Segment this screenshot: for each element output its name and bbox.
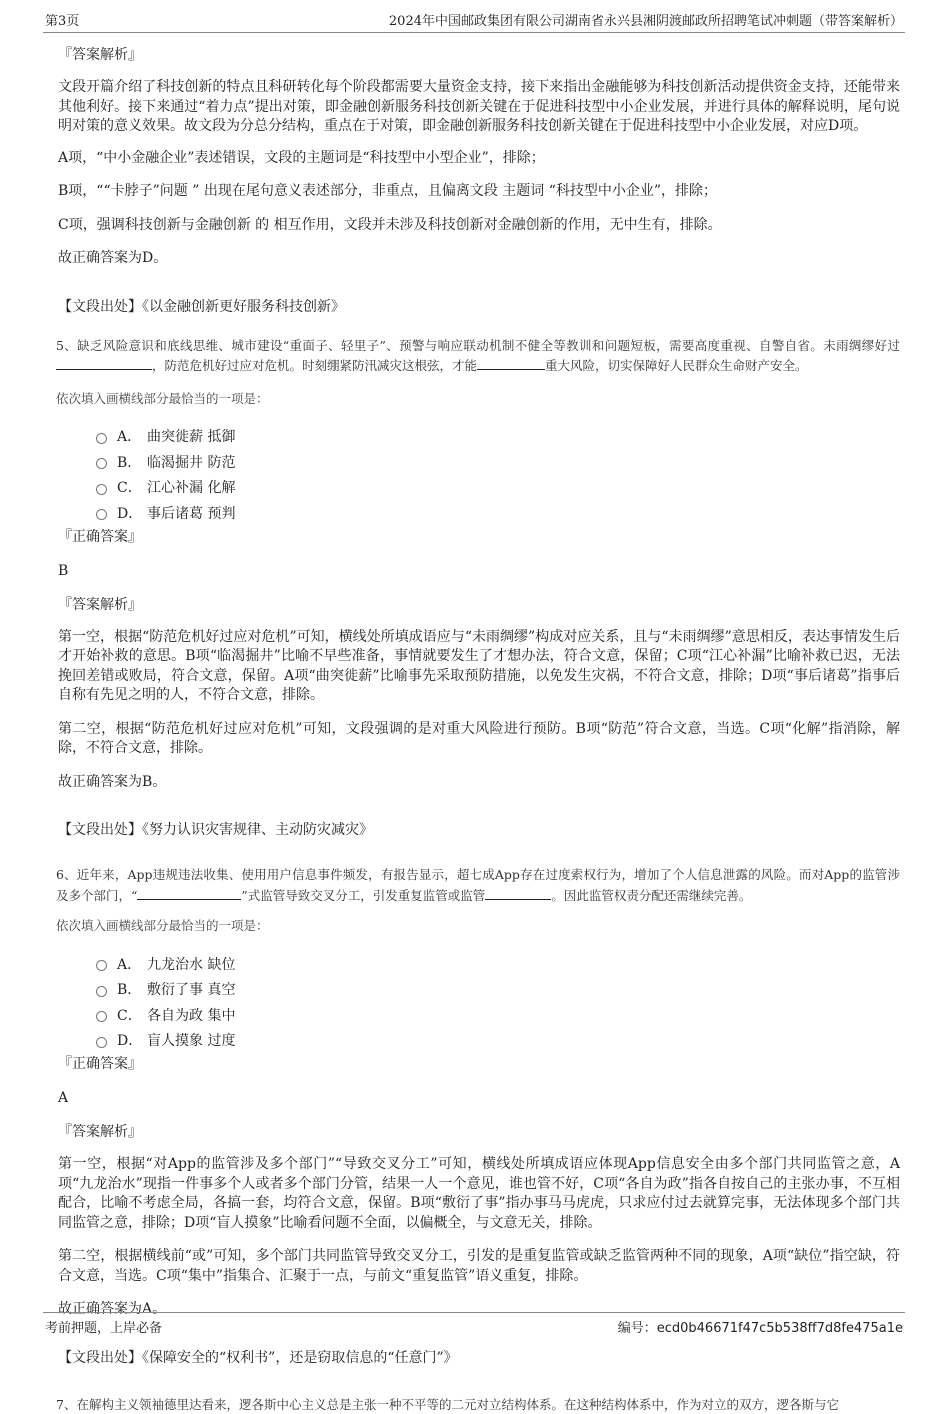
- q5-correct-answer: B: [58, 562, 900, 580]
- q5-blank-1: [56, 355, 152, 370]
- option-text: 各自为政 集中: [147, 1005, 235, 1025]
- option-text: 敷衍了事 真空: [147, 979, 235, 999]
- q6-options: [96, 951, 900, 1053]
- q5-analysis-paragraph-2: 第二空，根据“防范危机好过应对危机”可知，文段强调的是对重大风险进行预防。B项“防范”符合文意，当选。C项“化解”指消除，解除，不符合文意，排除。: [58, 720, 900, 759]
- page-footer: [43, 1312, 905, 1337]
- q6-question-text: [56, 866, 900, 905]
- q6-analysis-paragraph-2: 第二空，根据横线前“或”可知，多个部门共同监管导致交叉分工，引发的是重复监管或缺乏监管两种不同的现象，A项“缺位”指空缺，符合文意，当选。C项“集中”指集合、汇聚于一点，与前文“重复监管”语义重复，排除。: [58, 1247, 900, 1286]
- radio-icon[interactable]: [96, 1037, 107, 1048]
- option-text: 事后诸葛 预判: [147, 503, 235, 523]
- q6-correct-answer: A: [58, 1089, 900, 1107]
- q4-analysis-paragraph-3: B项，““卡脖子”问题 ” 出现在尾句意义表述部分，非重点，且偏离文段 主题词 “科技型中小企业”，排除；: [58, 182, 900, 202]
- page-header: [43, 8, 905, 33]
- radio-icon[interactable]: [96, 960, 107, 971]
- q6-prompt: 依次填入画横线部分最恰当的一项是：: [56, 917, 900, 935]
- q5-text-part-1: 5、缺乏风险意识和底线思维、城市建设“重面子、轻里子”、预警与响应联动机制不健全等教训和问题短板，需要高度重视、自警自省。未雨绸缪好过: [56, 338, 900, 353]
- q5-prompt: 依次填入画横线部分最恰当的一项是：: [56, 390, 900, 408]
- q6-text-part-2: ”式监管导致交叉分工，引发重复监管或监管: [241, 888, 485, 903]
- q5-analysis-paragraph-1: 第一空，根据“防范危机好过应对危机”可知，横线处所填成语应与“未雨绸缪”构成对应关系，且与“未雨绸缪”意思相反，表达事情发生后才开始补救的意思。B项“临渴掘井”比喻不早些准备，事情就要发生了才想办法，符合文意，保留；C项“江心补漏”比喻补救已迟，无法挽回差错或败局，符合文意，保留。A项“曲突徙薪”比喻事先采取预防措施，以免发生灾祸，不符合文意，排除；D项“事后诸葛”指事后自称有先见之明的人，不符合文意，排除。: [58, 628, 900, 706]
- q5-text-part-3: 重大风险，切实保障好人民群众生命财产安全。: [545, 358, 808, 373]
- option-letter: B．: [117, 452, 147, 472]
- option-text: 曲突徙薪 抵御: [147, 426, 235, 446]
- q5-analysis-paragraph-3: 故正确答案为B。: [58, 773, 900, 793]
- code-value: ecd0b46671f47c5b538ff7d8fe475a1e: [657, 1321, 903, 1336]
- q6-correct-label: 『正确答案』: [58, 1053, 900, 1075]
- q6-option-d[interactable]: [96, 1028, 900, 1054]
- q6-analysis-label: 『答案解析』: [58, 1121, 900, 1143]
- q6-analysis-paragraph-1: 第一空，根据“对App的监管涉及多个部门”“导致交叉分工”可知，横线处所填成语应体现App信息安全由多个部门共同监管之意，A项“九龙治水”现指一件事多个人或者多个部门分管，结果一人一个意见，谁也管不好，C项“各自为政”指各自按自己的主张办事，不互相配合，比喻不考虑全局，各搞一套，均符合文意，保留。B项“敷衍了事”指办事马马虎虎，只求应付过去就算完事，无法体现多个部门共同监管之意，排除；D项“盲人摸象”比喻看问题不全面，以偏概全，与文意无关，排除。: [58, 1155, 900, 1233]
- option-letter: D．: [117, 1030, 147, 1050]
- option-letter: A．: [117, 954, 147, 974]
- q4-analysis-paragraph-1: 文段开篇介绍了科技创新的特点且科研转化每个阶段都需要大量资金支持，接下来指出金融能够为科技创新活动提供资金支持，还能带来其他利好。接下来通过“着力点”提出对策，即金融创新服务科技创新关键在于促进科技型中小企业发展，并进行具体的解释说明，尾句说明对策的意义效果。故文段为分总分结构，重点在于对策，即金融创新服务科技创新关键在于促进科技型中小企业发展，对应D项。: [58, 78, 900, 137]
- document-title: 2024年中国邮政集团有限公司湖南省永兴县湘阴渡邮政所招聘笔试冲刺题（带答案解析）: [389, 10, 903, 29]
- radio-icon[interactable]: [96, 433, 107, 444]
- q6-blank-1: [137, 885, 241, 900]
- q5-option-a[interactable]: [96, 424, 900, 450]
- q5-text-part-2: ，防范危机好过应对危机。时刻绷紧防汛减灾这根弦，才能: [152, 358, 477, 373]
- page-number: 第3页: [45, 10, 79, 29]
- q5-option-c[interactable]: [96, 475, 900, 501]
- code-label: 编号：: [618, 1321, 657, 1336]
- q6-option-a[interactable]: [96, 951, 900, 977]
- radio-icon[interactable]: [96, 484, 107, 495]
- q6-source: 【文段出处】《保障安全的“权利书”，还是窃取信息的“任意门”》: [58, 1348, 900, 1368]
- q4-analysis-paragraph-4: C项，强调科技创新与金融创新 的 相互作用，文段并未涉及科技创新对金融创新的作用，无中生有，排除。: [58, 216, 900, 236]
- q5-option-b[interactable]: [96, 449, 900, 475]
- option-text: 临渴掘井 防范: [147, 452, 235, 472]
- radio-icon[interactable]: [96, 1011, 107, 1022]
- q6-option-b[interactable]: [96, 977, 900, 1003]
- q6-analysis-paragraph-3: 故正确答案为A。: [58, 1300, 900, 1320]
- q6-text-part-3: 。因此监管权责分配还需继续完善。: [551, 888, 751, 903]
- q6-option-c[interactable]: [96, 1002, 900, 1028]
- q5-blank-2: [477, 355, 545, 370]
- footer-slogan: 考前押题，上岸必备: [45, 1317, 162, 1336]
- q5-question-text: [56, 337, 900, 376]
- option-letter: A．: [117, 426, 147, 446]
- option-letter: C．: [117, 477, 147, 497]
- q5-source: 【文段出处】《努力认识灾害规律、主动防灾减灾》: [58, 820, 900, 840]
- q4-analysis-label: 『答案解析』: [58, 44, 900, 66]
- q6-text-part-1: 6、近年来，App违规违法收集、使用用户信息事件频发，有报告显示，超七成App存在过度索权行为，增加了个人信息泄露的风险。而对App的监管涉及多个部门，“: [56, 867, 900, 903]
- q5-correct-label: 『正确答案』: [58, 526, 900, 548]
- page-content: [56, 44, 900, 1414]
- q5-analysis-label: 『答案解析』: [58, 594, 900, 616]
- q6-blank-2: [485, 885, 551, 900]
- option-text: 盲人摸象 过度: [147, 1030, 235, 1050]
- q4-source: 【文段出处】《以金融创新更好服务科技创新》: [58, 297, 900, 317]
- option-text: 九龙治水 缺位: [147, 954, 235, 974]
- radio-icon[interactable]: [96, 458, 107, 469]
- option-letter: D．: [117, 503, 147, 523]
- option-letter: C．: [117, 1005, 147, 1025]
- option-letter: B．: [117, 979, 147, 999]
- radio-icon[interactable]: [96, 986, 107, 997]
- q7-question-text: 7、在解构主义领袖德里达看来，逻各斯中心主义总是主张一种不平等的二元对立结构体系。在这种结构体系中，作为对立的双方，逻各斯与它: [56, 1396, 900, 1414]
- option-text: 江心补漏 化解: [147, 477, 235, 497]
- q4-analysis-paragraph-5: 故正确答案为D。: [58, 249, 900, 269]
- q5-option-d[interactable]: [96, 500, 900, 526]
- radio-icon[interactable]: [96, 509, 107, 520]
- document-code: [618, 1317, 903, 1336]
- q5-options: [96, 424, 900, 526]
- q4-analysis-paragraph-2: A项，“中小金融企业”表述错误，文段的主题词是“科技型中小型企业”，排除；: [58, 149, 900, 169]
